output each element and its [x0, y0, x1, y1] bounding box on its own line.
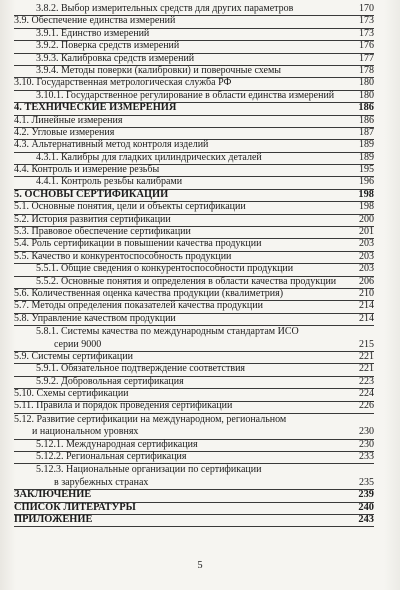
- toc-entry-page: 226: [359, 400, 374, 412]
- toc-entry-page: 178: [359, 64, 374, 76]
- toc-entry-page: 230: [359, 438, 374, 450]
- toc-entry-title-line: и национальном уровнях: [32, 426, 139, 438]
- page-number: 5: [197, 560, 203, 571]
- toc-entry-page: 235: [359, 476, 374, 488]
- toc-entry-page: 200: [359, 213, 374, 225]
- toc-entry-page: 189: [359, 139, 374, 151]
- toc-entry-title: 4.3.1. Калибры для гладких цилиндрических деталей: [36, 151, 262, 163]
- toc-entry-page: 221: [359, 363, 374, 375]
- toc-entry-page: 215: [359, 338, 374, 350]
- toc-entry-title: 3.9.1. Единство измерений: [36, 27, 150, 39]
- toc-entry-title: 5. ОСНОВЫ СЕРТИФИКАЦИИ: [14, 188, 169, 200]
- toc-entry-title-line: 5.8.1. Системы качества по международным стандартам ИСО: [36, 326, 299, 338]
- toc-entry-title: ЗАКЛЮЧЕНИЕ: [14, 489, 92, 501]
- toc-entry-title: СПИСОК ЛИТЕРАТУРЫ: [14, 501, 136, 513]
- toc-entry-title: 5.1. Основные понятия, цели и объекты сертификации: [14, 201, 246, 213]
- toc-entry-title: 3.10.1. Государственное регулирование в области единства измерений: [36, 89, 335, 101]
- toc-entry-page: 180: [359, 77, 374, 89]
- toc-entry-title: 3.9. Обеспечение единства измерений: [14, 15, 176, 27]
- toc-entry-page: 214: [359, 300, 374, 312]
- toc-entry-page: 210: [359, 287, 374, 299]
- toc-entry-page: 176: [359, 40, 374, 52]
- toc-entry-page: 203: [359, 238, 374, 250]
- toc-entry-page: 233: [359, 451, 374, 463]
- toc-entry-title: 4.2. Угловые измерения: [14, 126, 115, 138]
- toc-entry-title: 5.12.1. Международная сертификация: [36, 438, 198, 450]
- toc-entry-title: 5.9.2. Добровольная сертификация: [36, 375, 184, 387]
- toc-entry-page: 189: [359, 151, 374, 163]
- toc-entry-page: 203: [359, 263, 374, 275]
- toc-entry-title: 3.9.4. Методы поверки (калибровки) и поверочные схемы: [36, 64, 281, 76]
- toc-entry: [14, 314, 374, 326]
- toc-entry-page: 243: [358, 514, 374, 525]
- toc-entry-title: 5.9.1. Обязательное подтверждение соответствия: [36, 363, 246, 375]
- toc-entry: [14, 515, 374, 527]
- toc-entry-title: 5.4. Роль сертификации в повышении качества продукции: [14, 238, 262, 250]
- toc-entry-title: 3.9.3. Калибровка средств измерений: [36, 52, 195, 64]
- toc-entry-title-line: 5.12.3. Национальные организации по сертификации: [36, 464, 262, 476]
- toc-entry-title-line: в зарубежных странах: [54, 476, 149, 488]
- toc-entry-page: 198: [358, 188, 374, 200]
- toc-entry-page: 203: [359, 250, 374, 262]
- toc-entry: [14, 464, 374, 490]
- toc-entry-page: 187: [359, 126, 374, 138]
- toc-entry-page: 195: [359, 164, 374, 176]
- toc-entry-page: 198: [359, 201, 374, 213]
- toc-entry: [14, 402, 374, 414]
- toc-entry-page: 196: [359, 176, 374, 188]
- toc-entry-title: 5.5. Качество и конкурентоспособность продукции: [14, 250, 232, 262]
- toc-entry-title: 4.4. Контроль и измерение резьбы: [14, 164, 160, 176]
- toc-entry-page: 206: [359, 275, 374, 287]
- toc-entry-title-line: 5.12. Развитие сертификации на международном, региональном: [14, 413, 287, 425]
- toc-entry-page: 224: [359, 388, 374, 400]
- toc-entry-title: 4. ТЕХНИЧЕСКИЕ ИЗМЕРЕНИЯ: [14, 102, 177, 114]
- toc-entry: [14, 414, 374, 440]
- toc-entry-page: 201: [359, 226, 374, 238]
- toc-entry-page: 240: [358, 501, 374, 513]
- toc-entry-title: 5.2. История развития сертификации: [14, 213, 171, 225]
- toc-entry-title: 5.3. Правовое обеспечение сертификации: [14, 226, 191, 238]
- toc-entry-page: 186: [358, 102, 374, 114]
- toc-entry-title: 5.5.2. Основные понятия и определения в области качества продукции: [36, 275, 337, 287]
- toc-entry: [14, 452, 374, 464]
- toc-entry-page: 173: [359, 27, 374, 39]
- toc-entry-page: 223: [359, 375, 374, 387]
- toc-entry-page: 214: [359, 312, 374, 324]
- toc-entry-page: 221: [359, 350, 374, 362]
- toc-entry-page: 186: [359, 114, 374, 126]
- toc-entry-title: 5.9. Системы сертификации: [14, 350, 133, 362]
- toc-entry-title: 5.12.2. Региональная сертификация: [36, 451, 187, 463]
- toc-entry-page: 239: [358, 489, 374, 501]
- toc-entry-title: 4.3. Альтернативный метод контроля изделий: [14, 139, 209, 151]
- toc-entry-page: 230: [359, 426, 374, 438]
- toc-entry-title: 5.11. Правила и порядок проведения сертификации: [14, 400, 233, 412]
- toc-entry-page: 177: [359, 52, 374, 64]
- toc-entry-title: 5.7. Методы определения показателей качества продукции: [14, 300, 263, 312]
- toc-entry-title: 4.1. Линейные измерения: [14, 114, 123, 126]
- toc-entry-title: ПРИЛОЖЕНИЕ: [14, 514, 93, 525]
- toc-entry-title: 5.10. Схемы сертификации: [14, 388, 129, 400]
- toc-entry-title: 5.8. Управление качеством продукции: [14, 312, 176, 324]
- toc-entry-title: 3.9.2. Поверка средств измерений: [36, 40, 180, 52]
- toc-entry: [14, 326, 374, 352]
- toc-entry-title: 5.6. Количественная оценка качества продукции (квалиметрия): [14, 287, 284, 299]
- toc-entry-page: 180: [359, 89, 374, 101]
- toc-entry-title: 3.10. Государственная метрологическая служба РФ: [14, 77, 232, 89]
- toc-entry-title: 4.4.1. Контроль резьбы калибрами: [36, 176, 183, 188]
- toc-entry-page: 173: [359, 15, 374, 27]
- toc-entry-page: 170: [359, 2, 374, 14]
- table-of-contents: [14, 4, 374, 527]
- toc-entry-title-line: серии 9000: [54, 338, 102, 350]
- toc-entry-title: 3.8.2. Выбор измерительных средств для других параметров: [36, 2, 294, 14]
- toc-entry-title: 5.5.1. Общие сведения о конкурентоспособности продукции: [36, 263, 294, 275]
